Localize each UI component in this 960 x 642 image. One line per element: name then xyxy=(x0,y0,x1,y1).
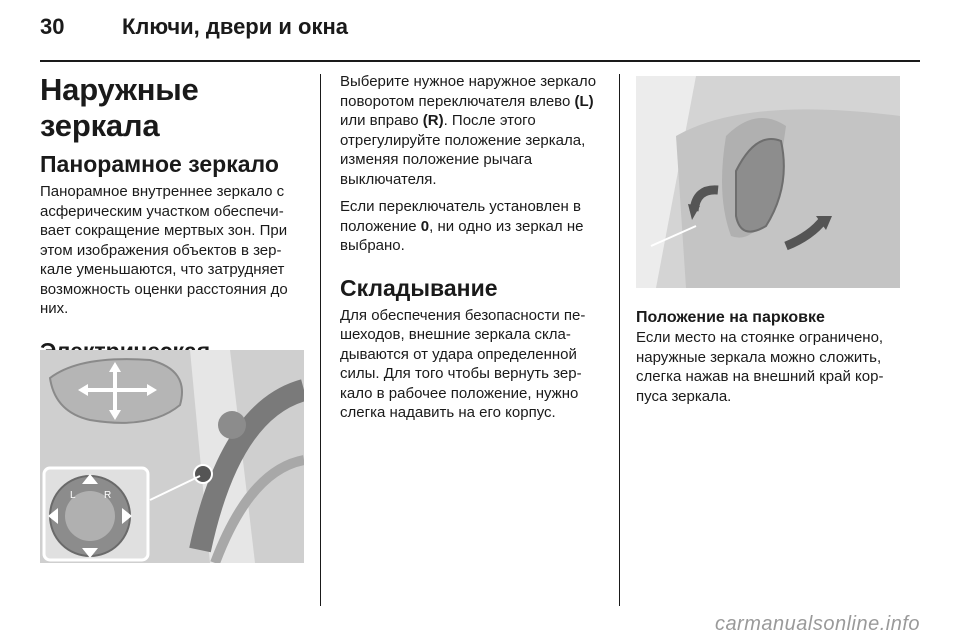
chapter-title: Ключи, двери и окна xyxy=(122,14,348,39)
section-heading: Наружные зеркала xyxy=(40,72,199,143)
header-rule xyxy=(40,60,920,62)
column-2 xyxy=(340,72,606,431)
switch-label-r: R xyxy=(104,490,112,501)
figure-mirror-switch xyxy=(40,350,304,563)
subheading-panoramic-mirror: Панорамное зеркало xyxy=(40,151,279,177)
mirror-switch-illustration xyxy=(40,350,304,563)
label-left: (L) xyxy=(574,92,594,110)
figure-mirror-folding xyxy=(636,76,900,288)
paragraph-panoramic: Панорамное внутреннее зеркало с асферическим участком обеспечивает сокращение мертвых зон. При этом изображения объектов в зеркале уменьшаются, что затрудняет возможность оценки расстояния до них. xyxy=(40,183,288,317)
mirror-folding-illustration xyxy=(636,76,900,288)
paragraph-folding: Для обеспечения безопасности пешеходов, внешние зеркала складываются от удара определенной силы. Для того чтобы вернуть зеркало в рабочее положение, нужно слегка надавить на его корпус. xyxy=(340,306,586,421)
subheading-folding: Складывание xyxy=(340,274,498,301)
label-right: (R) xyxy=(422,112,444,129)
subheading-parking-position: Положение на парковке xyxy=(636,309,825,326)
column-divider xyxy=(320,74,321,606)
page-number: 30 xyxy=(40,14,65,39)
paragraph-select-mirror: Выберите нужное наружное зеркало поворотом переключателя влево (L) или вправо (R). После этого отрегулируйте положение зеркала, изменяя положение рычага выключателя. xyxy=(340,73,597,188)
watermark: carmanualsonline.info xyxy=(714,613,920,635)
paragraph-switch-zero: Если переключатель установлен в положение 0, ни одно из зеркал не выбрано. xyxy=(340,198,584,254)
label-zero: 0 xyxy=(420,217,430,235)
paragraph-parking: Если место на стоянке ограничено, наружные зеркала можно сложить, слегка нажав на внешний край корпуса зеркала. xyxy=(636,329,884,405)
column-divider xyxy=(619,74,620,606)
switch-label-l: L xyxy=(70,490,76,501)
column-3 xyxy=(636,308,902,414)
column-1 xyxy=(40,72,306,397)
switch-location-icon xyxy=(194,465,212,483)
page-header xyxy=(40,14,920,54)
